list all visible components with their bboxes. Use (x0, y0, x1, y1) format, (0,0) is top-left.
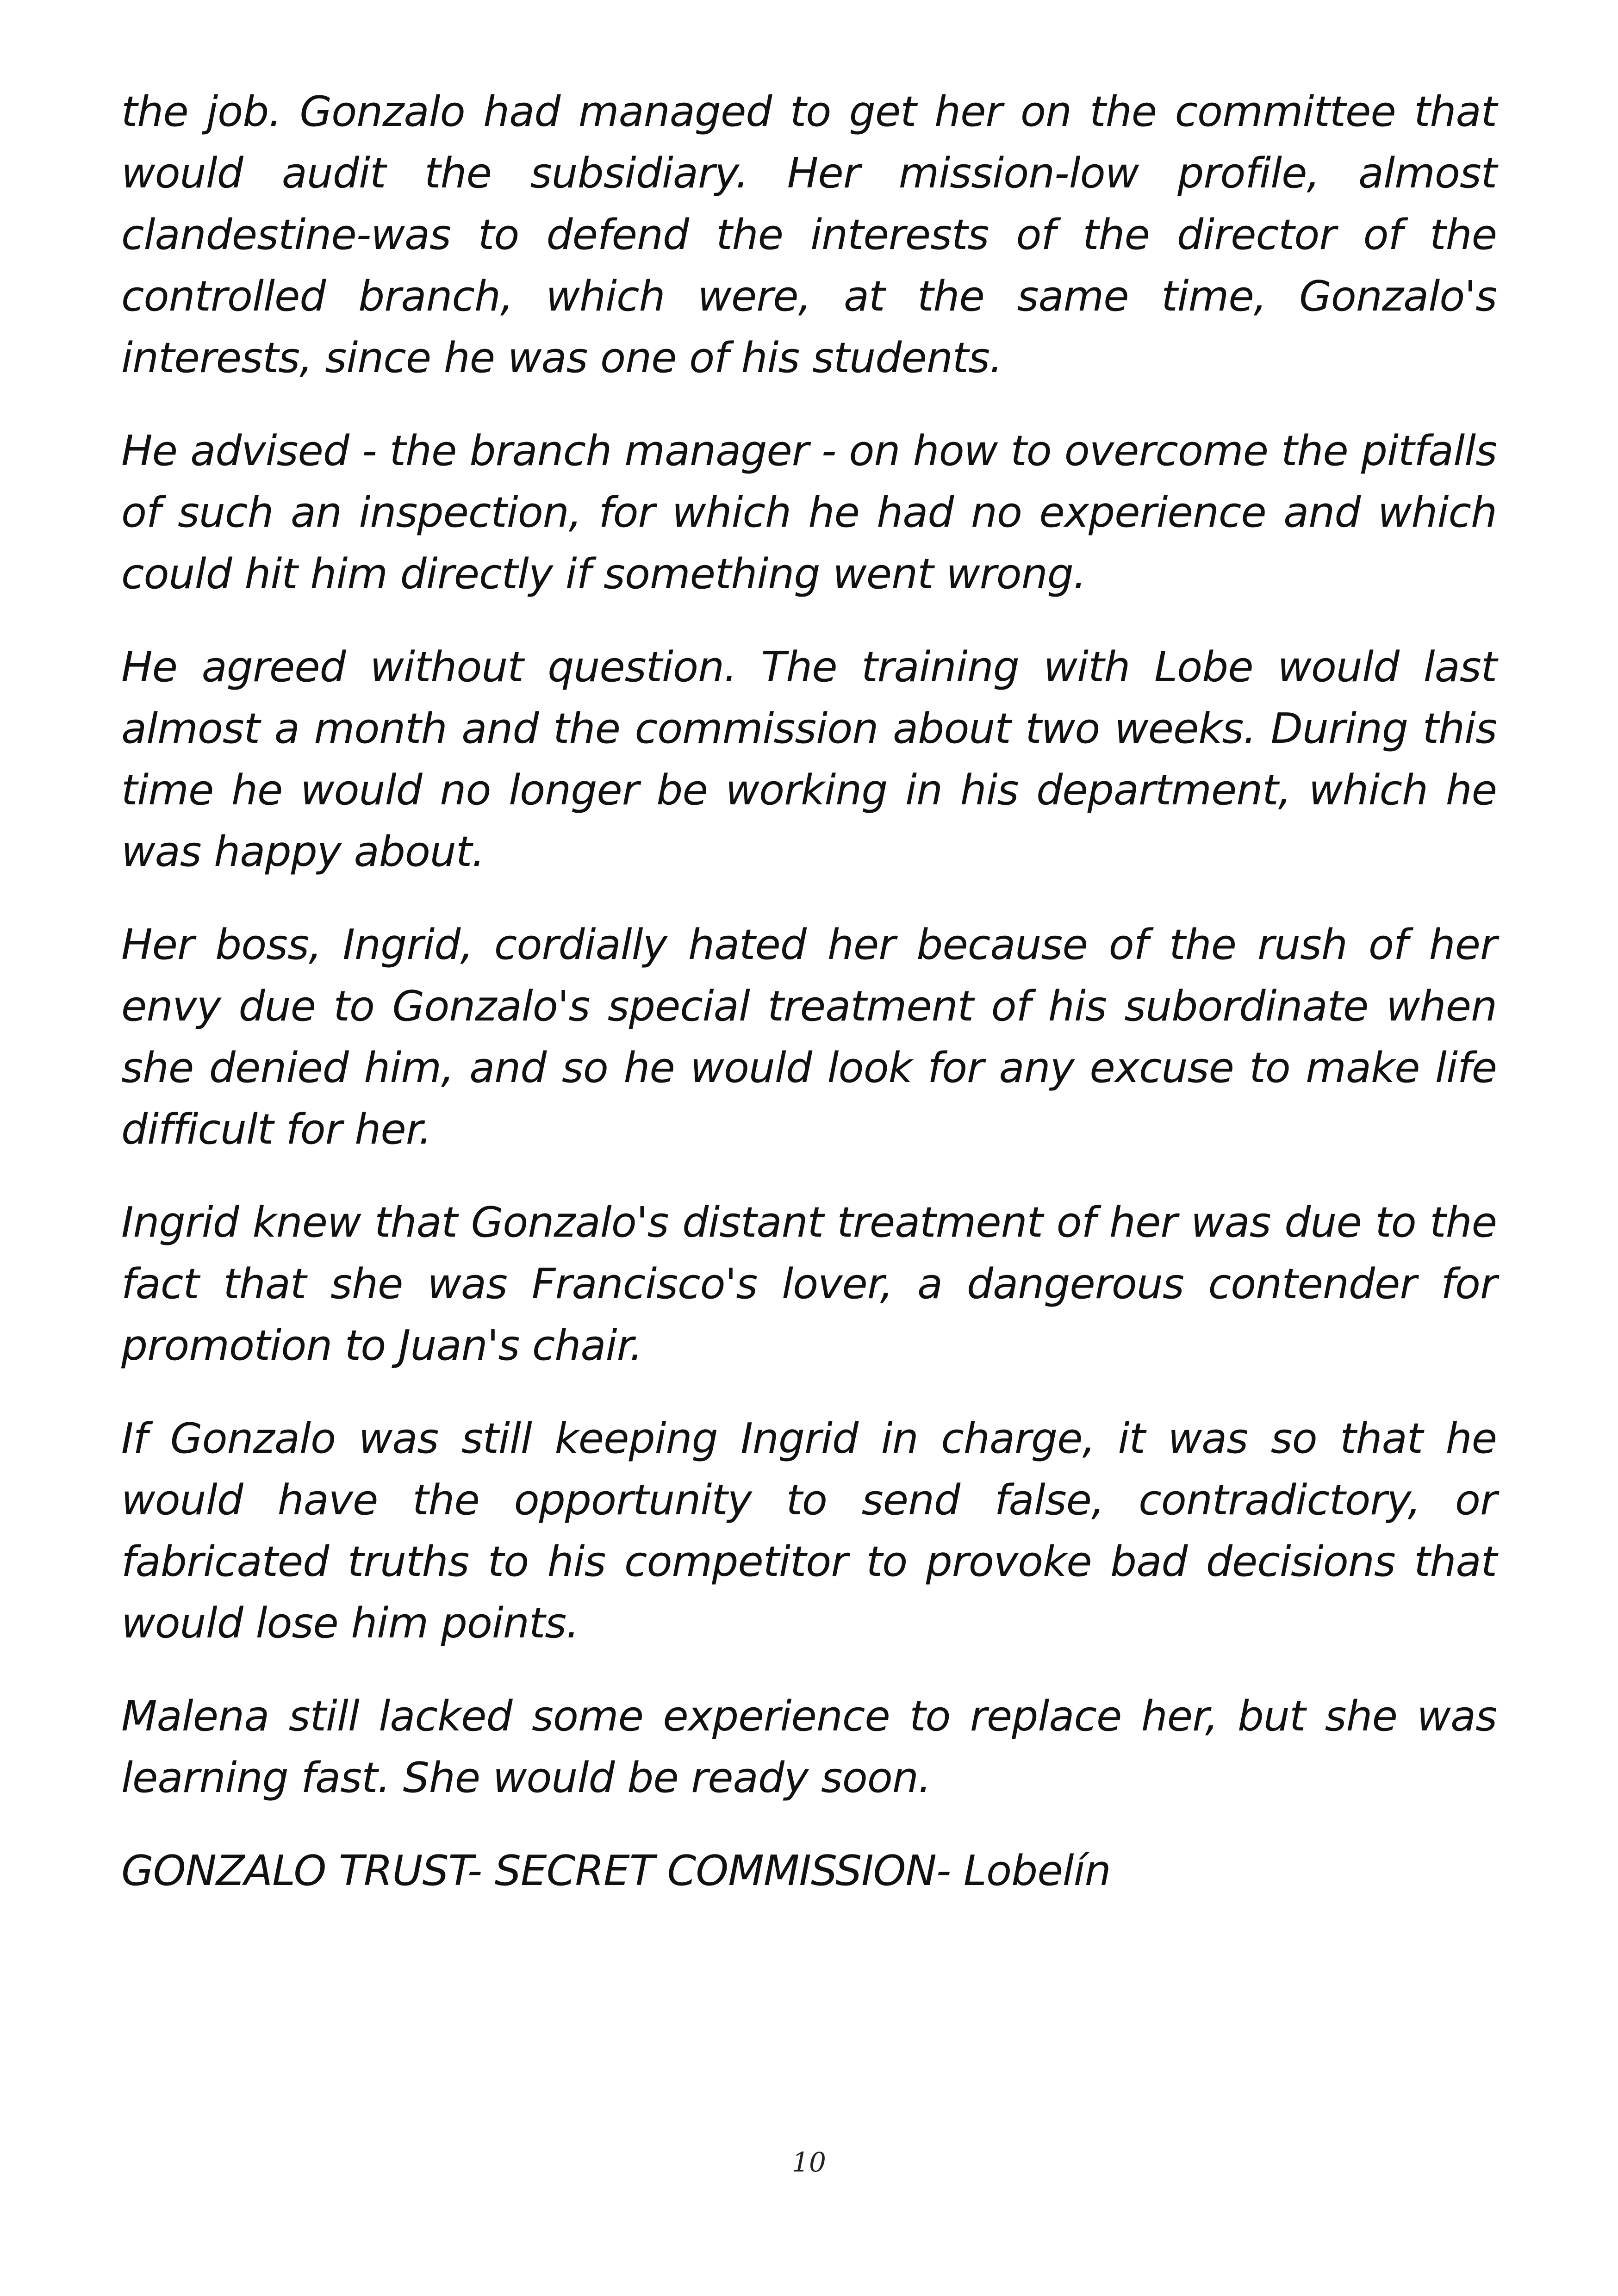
paragraph: If Gonzalo was still keeping Ingrid in charge, it was so that he would have the opportunity to send false, contradictory, or fabricated truths to his competitor to provoke bad decisions that would lose him points. (121, 1414, 1497, 1648)
paragraph: Malena still lacked some experience to replace her, but she was learning fast. She would be ready soon. (121, 1692, 1497, 1802)
page-body (121, 81, 1497, 1902)
paragraph: Her boss, Ingrid, cordially hated her because of the rush of her envy due to Gonzalo's special treatment of his subordinate when she denied him, and so he would look for any excuse to make life difficult for her. (121, 921, 1497, 1154)
section-heading: GONZALO TRUST- SECRET COMMISSION- Lobelín (121, 1847, 1111, 1895)
page-number: 10 (792, 2147, 826, 2178)
paragraph: Ingrid knew that Gonzalo's distant treatment of her was due to the fact that she was Francisco's lover, a dangerous contender for promotion to Juan's chair. (121, 1198, 1497, 1370)
paragraph: He advised - the branch manager - on how to overcome the pitfalls of such an inspection, for which he had no experience and which could hit him directly if something went wrong. (121, 427, 1497, 598)
paragraph: the job. Gonzalo had managed to get her on the committee that would audit the subsidiary. Her mission-low profile, almost clandestine-was to defend the interests of the director of the controlled branch, which were, at the same time, Gonzalo's interests, since he was one of his students. (121, 87, 1497, 382)
paragraph: He agreed without question. The training with Lobe would last almost a month and the commission about two weeks. During this time he would no longer be working in his department, which he was happy about. (121, 643, 1497, 876)
